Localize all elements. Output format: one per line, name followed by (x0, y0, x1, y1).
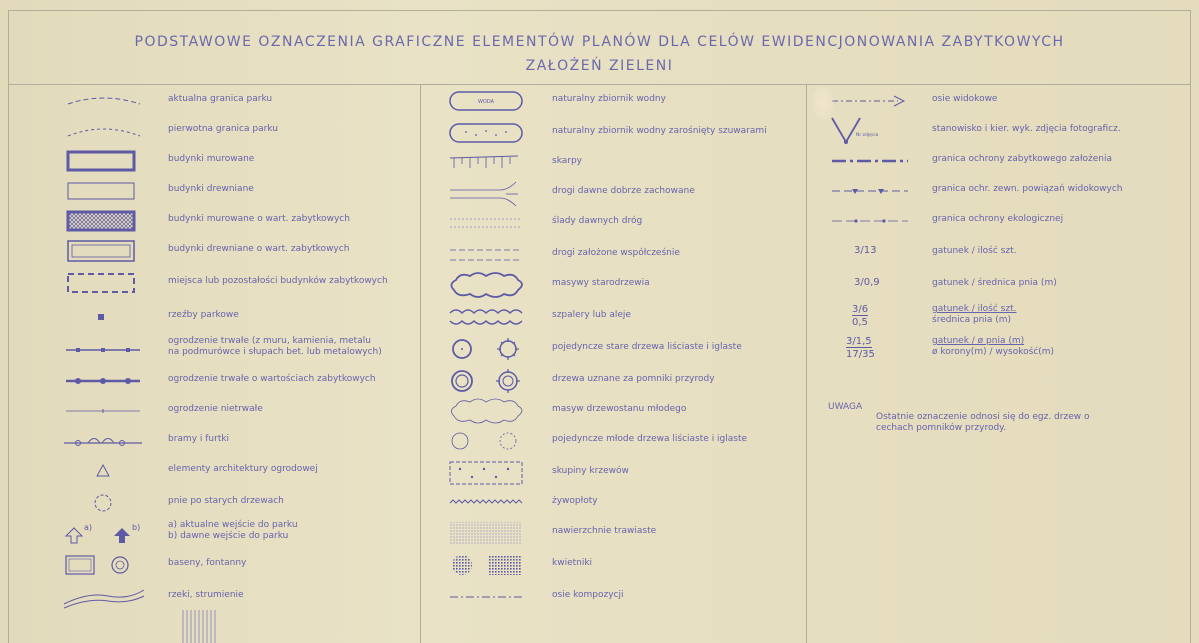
legend-label: ogrodzenie trwałe o wartościach zabytkowych (168, 374, 376, 384)
arrow-mark-b: b) (132, 523, 141, 532)
legend-label: osie widokowe (932, 94, 998, 104)
pond-inner-text: WODA (477, 99, 495, 105)
fraction-bottom: 0,5 (852, 317, 868, 328)
frame-top (8, 10, 1191, 11)
legend-label: baseny, fontanny (168, 558, 247, 568)
view-axis-arrow-symbol (826, 86, 922, 116)
monument-trees-symbol (444, 366, 540, 396)
archive-stamp (182, 610, 216, 643)
legend-label: bramy i furtki (168, 434, 230, 444)
legend-label-line-1: gatunek / ø pnia (m) (932, 336, 1025, 346)
fraction-top: 3/1,5 (846, 336, 872, 347)
legend-label (932, 336, 1054, 358)
legend-label (168, 520, 298, 542)
legend-label: budynki drewniane (168, 184, 254, 194)
legend-label: osie kompozycji (552, 590, 624, 600)
title-line-2: ZAŁOŻEŃ ZIELENI (525, 58, 674, 74)
legend-label: szpalery lub aleje (552, 310, 631, 320)
road-fork-symbol (444, 178, 540, 208)
legend-label: żywopłoty (552, 496, 598, 506)
triangle-symbol (58, 456, 154, 486)
rect-thin-symbol (58, 176, 154, 206)
fence-thin-symbol (58, 396, 154, 426)
legend-label: naturalny zbiornik wodny zarośnięty szuwarami (552, 126, 767, 136)
legend-label-line-1: gatunek / ilość szt. (932, 304, 1017, 314)
pond-symbol (444, 86, 540, 116)
legend-title (0, 34, 1199, 74)
dash-triangle-symbol (826, 176, 922, 206)
legend-label: pojedyncze młode drzewa liściaste i iglaste (552, 434, 748, 444)
legend-label: pierwotna granica parku (168, 124, 278, 134)
legend-label: rzeźby parkowe (168, 310, 239, 320)
dash-arc-symbol (58, 86, 154, 116)
rect-dashed-symbol (58, 268, 154, 298)
legend-label: miejsca lub pozostałości budynków zabytkowych (168, 276, 388, 286)
photo-point-symbol (826, 116, 922, 146)
grass-symbol (444, 518, 540, 548)
legend-label: elementy architektury ogrodowej (168, 464, 318, 474)
gate-symbol (58, 426, 154, 456)
frame-column-divider-1 (420, 84, 421, 643)
legend-label: skarpy (552, 156, 582, 166)
composition-axis-symbol (444, 582, 540, 612)
legend-label-line-1: a) aktualne wejście do parku (168, 520, 298, 530)
title-line-1: PODSTAWOWE OZNACZENIA GRAFICZNE ELEMENTÓW PLANÓW DLA CELÓW EWIDENCJONOWANIA ZABYTKOWYCH (134, 34, 1065, 50)
frame-header-divider (8, 84, 1191, 85)
legend-label: masyw drzewostanu młodego (552, 404, 687, 414)
legend-label-line-2: na podmurówce i słupach bet. lub metalowych) (168, 347, 382, 357)
legend-label: granica ochrony zabytkowego założenia (932, 154, 1112, 164)
legend-label: drogi założone współcześnie (552, 248, 680, 258)
legend-label: budynki murowane (168, 154, 255, 164)
legend-label: pnie po starych drzewach (168, 496, 284, 506)
paper-stain (812, 86, 834, 120)
fence-posts-symbol (58, 334, 154, 364)
river-symbol (58, 582, 154, 612)
legend-label-line-1: ogrodzenie trwałe (z muru, kamienia, metalu (168, 336, 371, 346)
legend-label: stanowisko i kier. wyk. zdjęcia fotograficz. (932, 124, 1121, 134)
legend-label: masywy starodrzewia (552, 278, 650, 288)
fraction-top: 3/6 (852, 304, 869, 315)
legend-label: ogrodzenie nietrwałe (168, 404, 263, 414)
slope-symbol (444, 148, 540, 178)
legend-label: ślady dawnych dróg (552, 216, 643, 226)
arrow-mark-a: a) (84, 523, 93, 532)
shrubs-symbol (444, 458, 540, 488)
legend-label (932, 304, 1016, 326)
rect-hatch-symbol (58, 206, 154, 236)
rect-double-symbol (58, 236, 154, 266)
old-tree-mass-symbol (444, 270, 540, 300)
dash-arc2-symbol (58, 116, 154, 146)
dash-dot-thin-symbol (826, 206, 922, 236)
note-text: Ostatnie oznaczenie odnosi się do egz. drzew o cechach pomników przyrody. (876, 412, 1090, 433)
species-count-value: 3/13 (854, 245, 877, 256)
frame-left (8, 10, 9, 643)
legend-label: skupiny krzewów (552, 466, 629, 476)
legend-label: gatunek / średnica pnia (m) (932, 278, 1057, 288)
rect-bold-symbol (58, 146, 154, 176)
pond-reeds-symbol (444, 118, 540, 148)
frame-right (1190, 10, 1191, 643)
legend-label-line-2: ø korony(m) / wysokość(m) (932, 347, 1055, 357)
legend-label: gatunek / ilość szt. (932, 246, 1017, 256)
flowerbed-symbol (444, 550, 540, 580)
young-single-trees-symbol (444, 426, 540, 456)
legend-label: aktualna granica parku (168, 94, 273, 104)
legend-label: granica ochr. zewn. powiązań widokowych (932, 184, 1123, 194)
legend-label-line-2: średnica pnia (m) (932, 315, 1012, 325)
legend-label: drzewa uznane za pomniki przyrody (552, 374, 715, 384)
young-tree-mass-symbol (444, 396, 540, 426)
old-single-trees-symbol (444, 334, 540, 364)
legend-label: drogi dawne dobrze zachowane (552, 186, 695, 196)
fence-posts-bold-symbol (58, 366, 154, 396)
legend-label (168, 336, 382, 358)
legend-label: rzeki, strumienie (168, 590, 244, 600)
legend-label: budynki drewniane o wart. zabytkowych (168, 244, 350, 254)
alley-symbol (444, 302, 540, 332)
hedge-symbol (444, 488, 540, 518)
road-new-symbol (444, 240, 540, 270)
stump-circle-symbol (58, 488, 154, 518)
note-heading: UWAGA (828, 402, 863, 412)
road-trace-symbol (444, 208, 540, 238)
legend-label: budynki murowane o wart. zabytkowych (168, 214, 350, 224)
photo-number-text: Nr zdjęcia (856, 133, 879, 138)
legend-label: nawierzchnie trawiaste (552, 526, 657, 536)
legend-label: kwietniki (552, 558, 593, 568)
frame-column-divider-2 (806, 84, 807, 643)
legend-label-line-2: b) dawne wejście do parku (168, 531, 289, 541)
basin-fountain-symbol (58, 550, 154, 580)
fraction-bottom: 17/35 (846, 349, 875, 360)
legend-label: granica ochrony ekologicznej (932, 214, 1064, 224)
species-diameter-value: 3/0,9 (854, 277, 880, 288)
legend-label: pojedyncze stare drzewa liściaste i iglaste (552, 342, 742, 352)
sculpture-dot-symbol (58, 302, 154, 332)
dash-dot-bold-symbol (826, 146, 922, 176)
legend-label: naturalny zbiornik wodny (552, 94, 666, 104)
